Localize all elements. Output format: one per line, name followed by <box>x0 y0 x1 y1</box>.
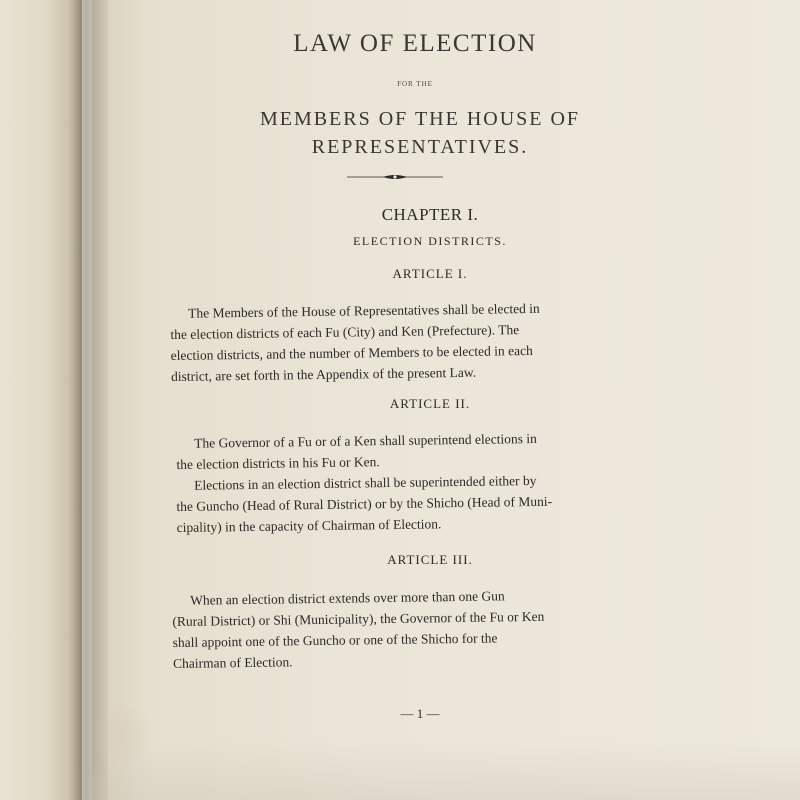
binding-shadow <box>68 0 108 800</box>
document-title: LAW OF ELECTION <box>293 30 537 57</box>
article-3-paragraph-1 <box>172 585 545 674</box>
text-line: shall appoint one of the Guncho or one of the Shicho for the <box>172 630 498 650</box>
text-line: The Members of the House of Representatives shall be elected in <box>188 300 540 321</box>
section-heading: ELECTION DISTRICTS. <box>353 234 507 248</box>
text-line: cipality) in the capacity of Chairman of Election. <box>176 516 442 535</box>
text-line: Elections in an election district shall be superintended either by <box>194 472 537 493</box>
text-line: The Governor of a Fu or of a Ken shall superintend elections in <box>194 430 537 451</box>
text-line: district, are set forth in the Appendix of the present Law. <box>170 364 477 384</box>
title-connector: FOR THE <box>397 80 433 88</box>
subtitle-line-2: REPRESENTATIVES. <box>311 136 529 158</box>
text-line: election districts, and the number of Members to be elected in each <box>170 342 533 363</box>
text-line: When an election district extends over more than one Gun <box>190 588 505 608</box>
ornament-divider-icon <box>345 174 445 180</box>
page-number: — 1 — <box>400 706 440 721</box>
article-2-paragraph-1 <box>176 428 537 475</box>
article-3-heading: ARTICLE III. <box>387 552 473 567</box>
text-line: the Guncho (Head of Rural District) or by the Shicho (Head of Muni- <box>176 493 553 514</box>
article-1-heading: ARTICLE I. <box>392 266 468 281</box>
article-2-heading: ARTICLE II. <box>389 396 471 411</box>
text-line: the election districts in his Fu or Ken. <box>176 454 380 472</box>
text-line: Chairman of Election. <box>172 654 293 671</box>
page-content <box>120 0 720 800</box>
article-2-paragraph-2 <box>176 470 552 538</box>
subtitle-line-1: MEMBERS OF THE HOUSE OF <box>259 108 581 130</box>
article-1-paragraph-1 <box>170 298 541 387</box>
text-line: (Rural District) or Shi (Municipality), the Governor of the Fu or Ken <box>172 608 545 629</box>
chapter-heading: CHAPTER I. <box>381 205 479 224</box>
text-line: the election districts of each Fu (City) and Ken (Prefecture). The <box>170 322 520 342</box>
